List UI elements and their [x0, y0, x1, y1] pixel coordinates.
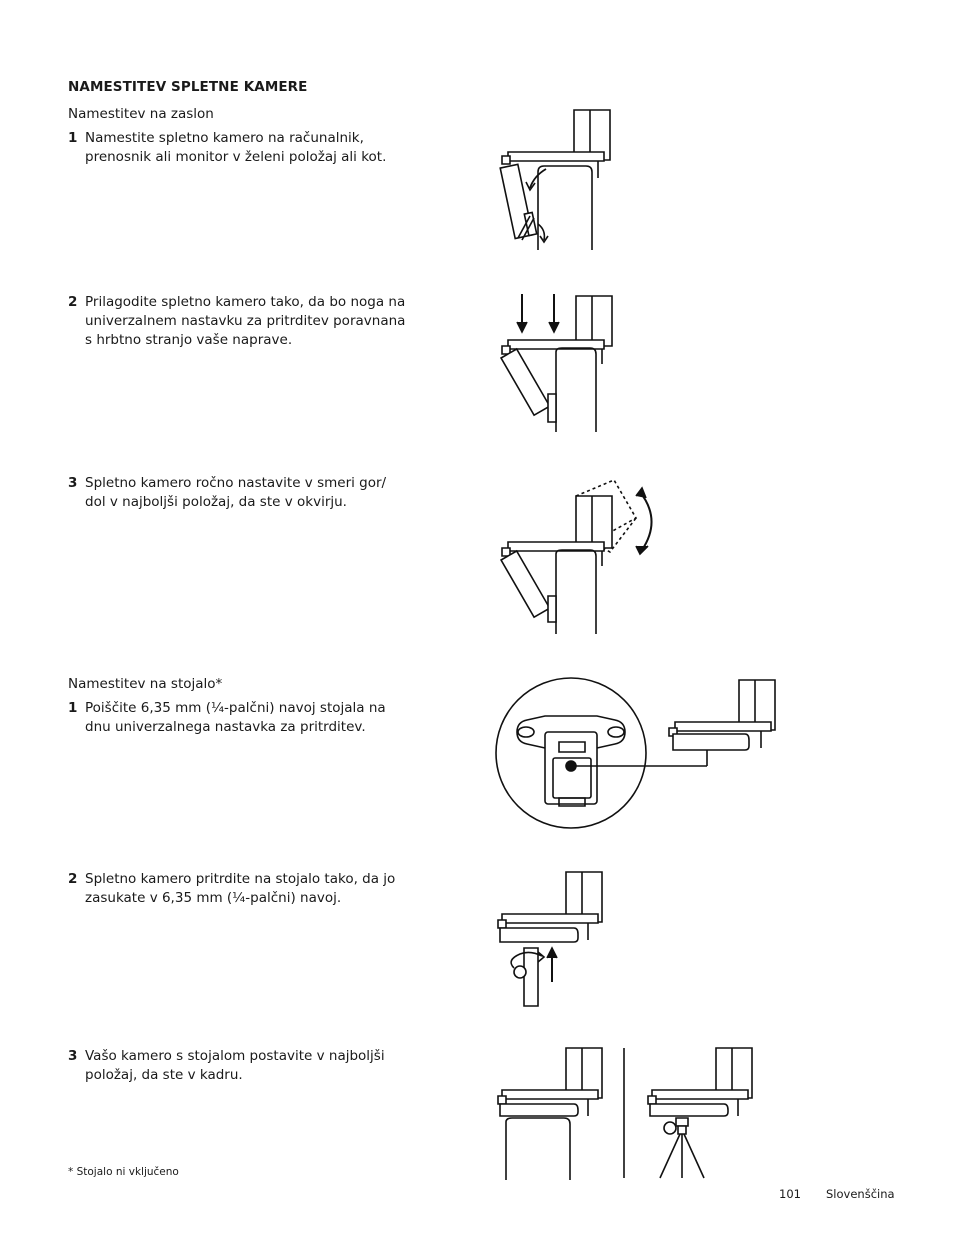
step-text: Poiščite 6,35 mm (¼-palčni) navoj stojala na dnu univerzalnega nastavka za pritrditev.: [85, 700, 386, 735]
footer-language: Slovenščina: [826, 1187, 895, 1201]
tripod-step-3: [68, 1047, 418, 1085]
section-title-monitor: Namestitev na zaslon: [68, 106, 214, 122]
footnote: * Stojalo ni vključeno: [68, 1166, 179, 1178]
illustration-monitor-tilt: [490, 474, 670, 639]
illustration-monitor-mount-1: [490, 106, 620, 256]
illustration-tripod-final: [494, 1044, 764, 1180]
section-title-tripod: Namestitev na stojalo*: [68, 676, 223, 692]
step-number: 2: [68, 294, 78, 310]
tripod-step-1: [68, 699, 418, 737]
illustration-tripod-attach: [494, 868, 614, 1008]
page-title: NAMESTITEV SPLETNE KAMERE: [68, 79, 308, 95]
step-text: Vašo kamero s stojalom postavite v najboljši položaj, da ste v kadru.: [85, 1048, 385, 1083]
step-text: Namestite spletno kamero na računalnik, prenosnik ali monitor v želeni položaj ali kot.: [85, 130, 387, 165]
step-number: 3: [68, 475, 78, 491]
step-number: 1: [68, 700, 78, 716]
page-number: 101: [779, 1187, 801, 1201]
step-text: Prilagodite spletno kamero tako, da bo noga na univerzalnem nastavku za pritrditev poravnana s hrbtno stranjo vaše naprave.: [85, 294, 406, 348]
monitor-step-1: [68, 129, 418, 167]
step-text: Spletno kamero pritrdite na stojalo tako, da jo zasukate v 6,35 mm (¼-palčni) navoj.: [85, 871, 396, 906]
step-text: Spletno kamero ročno nastavite v smeri gor/ dol v najboljši položaj, da ste v okvirju.: [85, 475, 387, 510]
step-number: 1: [68, 130, 78, 146]
tripod-step-2: [68, 870, 418, 908]
monitor-step-2: [68, 293, 418, 350]
step-number: 3: [68, 1048, 78, 1064]
illustration-monitor-mount-2: [490, 290, 620, 435]
step-number: 2: [68, 871, 78, 887]
monitor-step-3: [68, 474, 418, 512]
illustration-tripod-thread: [495, 676, 785, 836]
